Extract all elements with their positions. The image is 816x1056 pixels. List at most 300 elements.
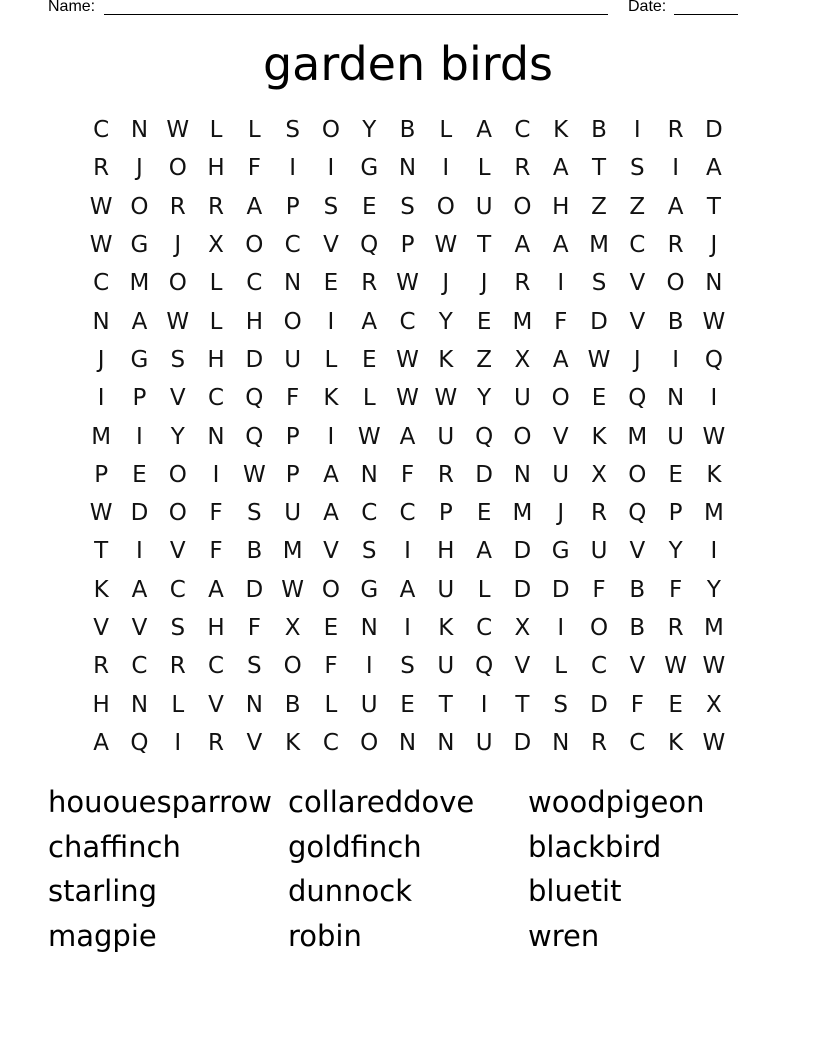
grid-letter[interactable]: U <box>667 423 685 450</box>
grid-letter[interactable]: W <box>89 193 113 220</box>
grid-letter[interactable]: Y <box>170 423 185 450</box>
grid-letter[interactable]: D <box>245 576 264 603</box>
grid-letter[interactable]: S <box>361 538 377 565</box>
grid-letter[interactable]: K <box>438 346 454 373</box>
grid-letter[interactable]: I <box>289 155 297 182</box>
grid-letter[interactable]: O <box>628 461 647 488</box>
grid-letter[interactable]: R <box>361 270 378 297</box>
grid-letter[interactable]: T <box>94 538 109 565</box>
grid-letter[interactable]: D <box>245 346 264 373</box>
grid-letter[interactable]: W <box>396 385 419 412</box>
grid-letter[interactable]: N <box>705 270 723 297</box>
name-field-line[interactable] <box>104 14 608 15</box>
grid-letter[interactable]: N <box>207 423 225 450</box>
grid-letter[interactable]: M <box>703 500 724 527</box>
grid-letter[interactable]: U <box>475 193 493 220</box>
grid-letter[interactable]: V <box>514 653 531 680</box>
grid-letter[interactable]: C <box>246 270 263 297</box>
grid-letter[interactable]: R <box>591 729 607 756</box>
grid-letter[interactable]: O <box>283 653 302 680</box>
word-list-item: blackbird <box>528 829 662 864</box>
grid-letter[interactable]: Q <box>628 385 647 412</box>
grid-letter[interactable]: E <box>591 385 607 412</box>
grid-letter[interactable]: O <box>513 423 532 450</box>
word-list-item: dunnock <box>288 874 413 908</box>
grid-letter[interactable]: O <box>168 461 187 488</box>
grid-letter[interactable]: C <box>131 653 148 680</box>
grid-letter[interactable]: T <box>706 193 721 220</box>
grid-letter[interactable]: J <box>480 270 488 297</box>
grid-letter[interactable]: Q <box>704 346 723 373</box>
grid-letter[interactable]: A <box>208 576 224 603</box>
grid-letter[interactable]: J <box>97 346 105 373</box>
grid-letter[interactable]: Z <box>476 346 492 373</box>
grid-letter[interactable]: Y <box>706 576 721 603</box>
grid-letter[interactable]: L <box>554 653 568 680</box>
grid-letter[interactable]: F <box>247 615 261 641</box>
grid-letter[interactable]: A <box>361 308 378 335</box>
grid-letter[interactable]: I <box>327 423 335 450</box>
grid-letter[interactable]: U <box>475 729 493 756</box>
grid-letter[interactable]: R <box>667 232 684 259</box>
grid-letter[interactable]: A <box>514 232 531 259</box>
grid-letter[interactable]: V <box>629 308 646 335</box>
grid-letter[interactable]: H <box>552 193 570 220</box>
grid-letter[interactable]: S <box>591 270 607 297</box>
grid-letter[interactable]: S <box>285 117 300 144</box>
grid-letter[interactable]: I <box>672 155 679 182</box>
grid-letter[interactable]: U <box>437 576 455 603</box>
grid-letter[interactable]: J <box>136 155 143 182</box>
grid-letter[interactable]: W <box>242 461 266 488</box>
grid-letter[interactable]: T <box>591 155 607 182</box>
grid-letter[interactable]: K <box>591 423 607 450</box>
grid-letter[interactable]: I <box>136 538 143 565</box>
grid-letter[interactable]: H <box>207 346 225 373</box>
grid-letter[interactable]: D <box>475 461 493 488</box>
grid-letter[interactable]: U <box>284 346 302 373</box>
grid-letter[interactable]: R <box>169 653 186 680</box>
grid-letter[interactable]: V <box>323 232 339 259</box>
grid-letter[interactable]: W <box>357 423 381 450</box>
grid-letter[interactable]: F <box>592 576 606 603</box>
grid-letter[interactable]: M <box>589 232 609 259</box>
grid-letter[interactable]: H <box>207 155 225 182</box>
grid-letter[interactable]: S <box>400 193 415 220</box>
grid-letter[interactable]: O <box>589 615 609 641</box>
letter-grid <box>82 111 733 762</box>
grid-letter[interactable]: H <box>245 308 263 335</box>
grid-letter[interactable]: P <box>285 423 300 450</box>
grid-letter[interactable]: S <box>630 155 645 182</box>
grid-letter[interactable]: Z <box>591 193 607 220</box>
grid-letter[interactable]: X <box>514 615 531 641</box>
grid-letter[interactable]: W <box>434 232 458 259</box>
grid-letter[interactable]: T <box>515 691 530 718</box>
grid-letter[interactable]: P <box>438 500 453 527</box>
grid-letter[interactable]: I <box>327 155 335 182</box>
word-list <box>48 780 768 958</box>
grid-letter[interactable]: D <box>513 576 532 603</box>
grid-letter[interactable]: Q <box>475 423 494 450</box>
grid-letter[interactable]: W <box>89 232 113 259</box>
grid-letter[interactable]: L <box>477 576 491 603</box>
grid-letter[interactable]: A <box>552 155 569 182</box>
grid-letter[interactable]: E <box>132 461 147 488</box>
grid-letter[interactable]: M <box>703 615 724 641</box>
grid-letter[interactable]: W <box>396 346 419 373</box>
grid-letter[interactable]: X <box>284 615 301 641</box>
grid-letter[interactable]: G <box>551 538 570 565</box>
grid-letter[interactable]: A <box>323 461 339 488</box>
grid-letter[interactable]: R <box>93 653 110 680</box>
grid-letter[interactable]: U <box>284 500 302 527</box>
grid-letter[interactable]: P <box>94 461 109 488</box>
grid-letter[interactable]: N <box>284 270 302 297</box>
grid-letter[interactable]: N <box>130 117 149 144</box>
grid-letter[interactable]: C <box>629 729 646 756</box>
grid-letter[interactable]: A <box>131 576 148 603</box>
grid-letter[interactable]: V <box>323 538 339 565</box>
grid-letter[interactable]: I <box>404 538 411 565</box>
grid-letter[interactable]: J <box>442 270 450 297</box>
grid-letter[interactable]: R <box>437 461 454 488</box>
grid-letter[interactable]: K <box>323 385 339 412</box>
grid-letter[interactable]: C <box>590 653 608 680</box>
grid-letter[interactable]: J <box>633 346 641 373</box>
grid-letter[interactable]: N <box>245 691 263 718</box>
date-field-line[interactable] <box>674 14 738 15</box>
grid-letter[interactable]: I <box>442 155 450 182</box>
grid-letter[interactable]: E <box>323 615 339 641</box>
grid-letter[interactable]: A <box>552 346 569 373</box>
grid-letter[interactable]: G <box>130 346 149 373</box>
grid-letter[interactable]: D <box>590 691 608 718</box>
grid-letter[interactable]: P <box>668 500 683 527</box>
grid-letter[interactable]: T <box>477 232 492 259</box>
grid-letter[interactable]: I <box>327 308 335 335</box>
grid-letter[interactable]: Z <box>629 193 646 220</box>
grid-letter[interactable]: S <box>170 615 186 641</box>
grid-letter[interactable]: D <box>130 500 149 527</box>
grid-letter[interactable]: K <box>668 729 684 756</box>
grid-letter[interactable]: O <box>666 270 685 297</box>
grid-letter[interactable]: K <box>438 615 454 641</box>
grid-letter[interactable]: A <box>476 117 492 144</box>
grid-letter[interactable]: C <box>93 117 110 144</box>
grid-letter[interactable]: P <box>400 232 415 259</box>
grid-letter[interactable]: X <box>706 691 722 718</box>
grid-letter[interactable]: K <box>93 576 109 603</box>
grid-letter[interactable]: A <box>476 538 492 565</box>
word-list-item: woodpigeon <box>528 785 705 819</box>
grid-letter[interactable]: L <box>439 117 453 144</box>
grid-letter[interactable]: F <box>400 461 415 488</box>
grid-letter[interactable]: B <box>399 117 416 144</box>
grid-letter[interactable]: U <box>552 461 570 488</box>
grid-letter[interactable]: A <box>323 500 339 527</box>
grid-letter[interactable]: C <box>208 653 225 680</box>
grid-letter[interactable]: J <box>557 500 565 527</box>
grid-letter[interactable]: I <box>212 461 220 488</box>
grid-letter[interactable]: I <box>97 385 105 412</box>
grid-letter[interactable]: T <box>438 691 453 718</box>
grid-letter[interactable]: Y <box>477 385 492 412</box>
grid-letter[interactable]: H <box>207 615 225 641</box>
grid-letter[interactable]: A <box>552 232 569 259</box>
grid-letter[interactable]: I <box>710 538 718 565</box>
grid-letter[interactable]: I <box>365 653 373 680</box>
grid-letter[interactable]: I <box>404 615 411 641</box>
grid-letter[interactable]: V <box>246 729 263 756</box>
grid-letter[interactable]: R <box>514 155 531 182</box>
grid-letter[interactable]: G <box>360 155 379 182</box>
grid-letter[interactable]: B <box>246 538 263 565</box>
grid-letter[interactable]: U <box>437 423 455 450</box>
grid-letter[interactable]: M <box>512 500 533 527</box>
grid-letter[interactable]: K <box>285 729 301 756</box>
grid-letter[interactable]: W <box>434 385 458 412</box>
grid-letter[interactable]: F <box>630 691 644 718</box>
grid-letter[interactable]: O <box>513 193 532 220</box>
grid-letter[interactable]: W <box>702 653 726 680</box>
grid-letter[interactable]: L <box>209 117 223 144</box>
grid-letter[interactable]: N <box>513 461 532 488</box>
grid-letter[interactable]: X <box>591 461 607 488</box>
grid-letter[interactable]: O <box>360 729 379 756</box>
grid-letter[interactable]: W <box>702 729 726 756</box>
grid-letter[interactable]: C <box>399 308 416 335</box>
grid-letter[interactable]: S <box>323 193 339 220</box>
date-label: Date: <box>628 0 667 15</box>
grid-letter[interactable]: Y <box>438 308 453 335</box>
grid-letter[interactable]: A <box>667 193 684 220</box>
grid-letter[interactable]: R <box>514 270 531 297</box>
word-list-item: robin <box>288 918 362 953</box>
grid-letter[interactable]: F <box>554 308 568 335</box>
grid-letter[interactable]: R <box>591 500 607 527</box>
grid-letter[interactable]: M <box>512 308 533 335</box>
grid-letter[interactable]: I <box>136 423 143 450</box>
grid-letter[interactable]: O <box>321 117 340 144</box>
grid-letter[interactable]: I <box>710 385 718 412</box>
grid-letter[interactable]: C <box>399 500 416 527</box>
grid-letter[interactable]: U <box>437 653 455 680</box>
grid-letter[interactable]: M <box>627 423 648 450</box>
grid-letter[interactable]: B <box>284 691 301 718</box>
grid-letter[interactable]: E <box>361 193 377 220</box>
grid-letter[interactable]: N <box>92 308 110 335</box>
grid-letter[interactable]: C <box>514 117 531 144</box>
grid-letter[interactable]: O <box>168 155 187 182</box>
grid-letter[interactable]: W <box>166 308 190 335</box>
grid-letter[interactable]: E <box>476 500 492 527</box>
grid-letter[interactable]: C <box>322 729 339 756</box>
grid-letter[interactable]: G <box>360 576 379 603</box>
grid-letter[interactable]: W <box>396 270 419 297</box>
grid-letter[interactable]: F <box>247 155 261 182</box>
grid-letter[interactable]: V <box>208 691 224 718</box>
grid-letter[interactable]: U <box>360 691 378 718</box>
grid-letter[interactable]: L <box>324 346 338 373</box>
grid-letter[interactable]: X <box>514 346 531 373</box>
grid-letter[interactable]: B <box>629 615 646 641</box>
grid-letter[interactable]: V <box>552 423 569 450</box>
grid-letter[interactable]: F <box>209 500 223 527</box>
word-list-item: wren <box>528 918 600 953</box>
grid-letter[interactable]: N <box>552 729 570 756</box>
grid-letter[interactable]: K <box>553 117 569 144</box>
grid-letter[interactable]: A <box>93 729 110 756</box>
grid-letter[interactable]: S <box>247 653 262 680</box>
grid-letter[interactable]: V <box>629 270 646 297</box>
grid-letter[interactable]: J <box>710 232 718 259</box>
grid-letter[interactable]: I <box>480 691 488 718</box>
grid-letter[interactable]: L <box>209 308 223 335</box>
grid-letter[interactable]: A <box>399 423 416 450</box>
grid-letter[interactable]: P <box>285 193 300 220</box>
grid-letter[interactable]: N <box>437 729 455 756</box>
grid-letter[interactable]: H <box>92 691 110 718</box>
grid-letter[interactable]: L <box>362 385 376 412</box>
grid-letter[interactable]: W <box>89 500 113 527</box>
grid-letter[interactable]: O <box>130 193 149 220</box>
grid-letter[interactable]: O <box>436 193 455 220</box>
grid-letter[interactable]: D <box>513 538 532 565</box>
grid-letter[interactable]: I <box>557 270 565 297</box>
grid-letter[interactable]: W <box>281 576 304 603</box>
grid-letter[interactable]: U <box>590 538 608 565</box>
page-title: garden birds <box>262 37 553 91</box>
grid-letter[interactable]: C <box>208 385 225 412</box>
grid-letter[interactable]: W <box>702 308 726 335</box>
grid-letter[interactable]: R <box>667 615 684 641</box>
grid-letter[interactable]: I <box>672 346 679 373</box>
grid-letter[interactable]: R <box>667 117 684 144</box>
grid-letter[interactable]: R <box>208 193 225 220</box>
grid-letter[interactable]: B <box>629 576 646 603</box>
grid-letter[interactable]: O <box>168 500 187 527</box>
grid-letter[interactable]: G <box>130 232 149 259</box>
grid-letter[interactable]: S <box>247 500 262 527</box>
grid-letter[interactable]: I <box>633 117 641 144</box>
grid-letter[interactable]: F <box>668 576 683 603</box>
grid-letter[interactable]: Q <box>360 232 379 259</box>
grid-letter[interactable]: Q <box>245 423 264 450</box>
grid-letter[interactable]: Y <box>362 117 377 144</box>
grid-letter[interactable]: C <box>169 576 186 603</box>
grid-letter[interactable]: R <box>93 155 110 182</box>
grid-letter[interactable]: Q <box>130 729 149 756</box>
grid-letter[interactable]: C <box>284 232 301 259</box>
grid-letter[interactable]: O <box>551 385 570 412</box>
grid-letter[interactable]: A <box>131 308 148 335</box>
grid-letter[interactable]: E <box>361 346 377 373</box>
grid-letter[interactable]: E <box>323 270 339 297</box>
grid-letter[interactable]: C <box>361 500 378 527</box>
grid-letter[interactable]: N <box>398 729 417 756</box>
grid-letter[interactable]: B <box>667 308 684 335</box>
grid-letter[interactable]: R <box>208 729 225 756</box>
grid-letter[interactable]: O <box>245 232 264 259</box>
grid-letter[interactable]: W <box>587 346 611 373</box>
grid-letter[interactable]: D <box>705 117 723 144</box>
grid-letter[interactable]: M <box>91 423 112 450</box>
grid-letter[interactable]: C <box>629 232 646 259</box>
grid-letter[interactable]: W <box>664 653 687 680</box>
grid-letter[interactable]: R <box>169 193 186 220</box>
grid-letter[interactable]: E <box>668 461 683 488</box>
grid-letter[interactable]: L <box>477 155 491 182</box>
grid-letter[interactable]: O <box>283 308 302 335</box>
grid-letter[interactable]: W <box>702 423 726 450</box>
grid-letter[interactable]: V <box>169 385 186 412</box>
grid-letter[interactable]: B <box>591 117 607 144</box>
grid-letter[interactable]: D <box>513 729 532 756</box>
grid-letter[interactable]: P <box>132 385 147 412</box>
grid-letter[interactable]: V <box>169 538 186 565</box>
grid-letter[interactable]: P <box>285 461 300 488</box>
grid-letter[interactable]: L <box>324 691 338 718</box>
grid-letter[interactable]: N <box>398 155 417 182</box>
grid-letter[interactable]: M <box>282 538 303 565</box>
grid-letter[interactable]: F <box>324 653 338 680</box>
grid-letter[interactable]: A <box>246 193 263 220</box>
grid-letter[interactable]: F <box>209 538 223 565</box>
grid-letter[interactable]: U <box>513 385 531 412</box>
grid-letter[interactable]: I <box>174 729 182 756</box>
grid-letter[interactable]: N <box>360 615 378 641</box>
grid-letter[interactable]: D <box>551 576 570 603</box>
grid-letter[interactable]: Y <box>668 538 683 565</box>
grid-letter[interactable]: H <box>437 538 455 565</box>
grid-letter[interactable]: V <box>93 615 110 641</box>
grid-letter[interactable]: O <box>168 270 187 297</box>
grid-letter[interactable]: J <box>174 232 182 259</box>
grid-letter[interactable]: L <box>247 117 261 144</box>
grid-letter[interactable]: Q <box>245 385 264 412</box>
grid-letter[interactable]: L <box>209 270 223 297</box>
grid-letter[interactable]: N <box>360 461 378 488</box>
grid-letter[interactable]: O <box>321 576 340 603</box>
grid-letter[interactable]: S <box>400 653 415 680</box>
grid-letter[interactable]: X <box>208 232 224 259</box>
grid-letter[interactable]: E <box>668 691 683 718</box>
grid-letter[interactable]: S <box>553 691 569 718</box>
grid-letter[interactable]: V <box>131 615 148 641</box>
grid-letter[interactable]: A <box>706 155 722 182</box>
grid-letter[interactable]: N <box>130 691 149 718</box>
grid-letter[interactable]: A <box>399 576 416 603</box>
grid-letter[interactable]: W <box>166 117 190 144</box>
grid-letter[interactable]: E <box>400 691 415 718</box>
grid-letter[interactable]: I <box>557 615 565 641</box>
grid-letter[interactable]: V <box>629 538 646 565</box>
grid-letter[interactable]: C <box>93 270 110 297</box>
grid-letter[interactable]: S <box>170 346 186 373</box>
grid-letter[interactable]: M <box>129 270 150 297</box>
grid-letter[interactable]: V <box>629 653 646 680</box>
grid-letter[interactable]: N <box>666 385 685 412</box>
grid-letter[interactable]: D <box>590 308 608 335</box>
grid-letter[interactable]: L <box>171 691 185 718</box>
grid-letter[interactable]: F <box>286 385 300 412</box>
grid-letter[interactable]: C <box>476 615 493 641</box>
grid-letter[interactable]: K <box>706 461 722 488</box>
grid-letter[interactable]: Q <box>475 653 494 680</box>
grid-letter[interactable]: Q <box>628 500 647 527</box>
grid-letter[interactable]: E <box>476 308 492 335</box>
